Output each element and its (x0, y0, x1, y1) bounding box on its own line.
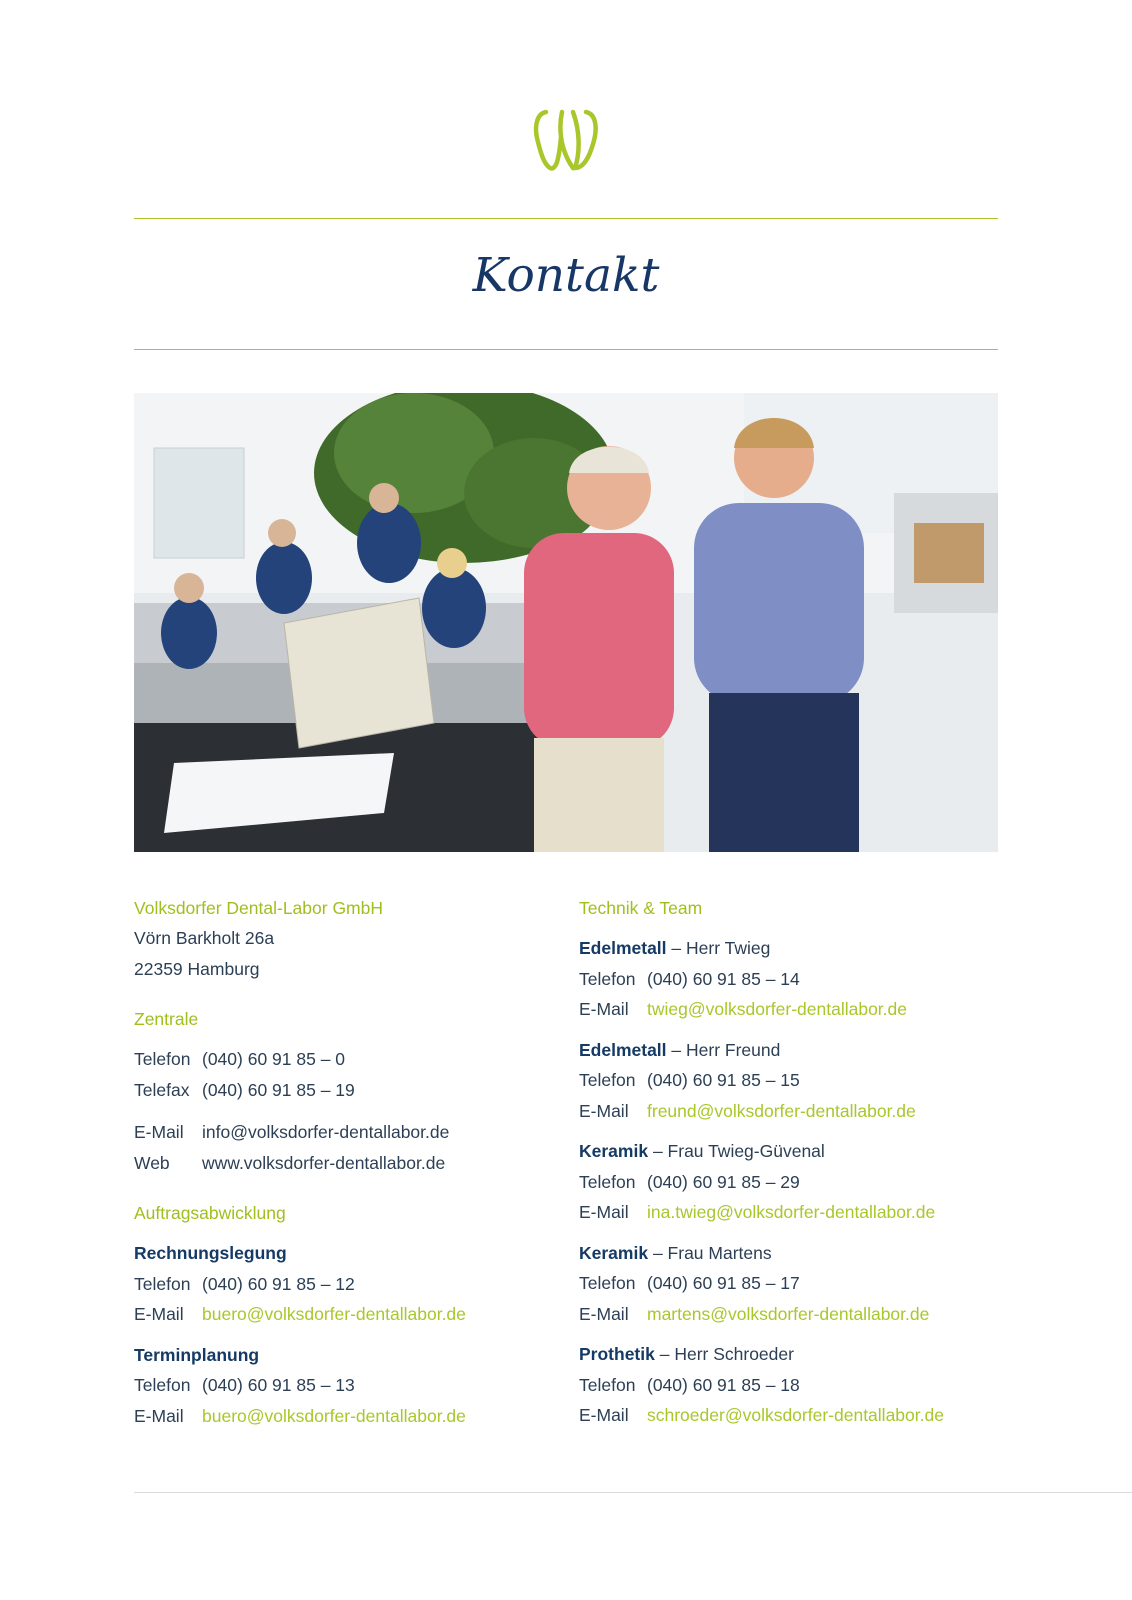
auftrag-email-link[interactable]: buero@volksdorfer-dentallabor.de (202, 1405, 466, 1426)
team-member (579, 1136, 1019, 1228)
auftrag-heading: Auftragsabwicklung (134, 1203, 286, 1223)
team-dept: Keramik (579, 1141, 649, 1161)
team-email-link[interactable]: twieg@volksdorfer-dentallabor.de (647, 999, 907, 1019)
zentrale-telefon-row (134, 1044, 554, 1075)
team-dept: Keramik (579, 1242, 649, 1263)
auftrag-item (134, 1340, 554, 1432)
auftrag-email-link[interactable]: buero@volksdorfer-dentallabor.de (202, 1304, 466, 1324)
team-telefon-row (579, 964, 1019, 995)
telefon-label: Telefon (579, 1070, 636, 1090)
team-member (579, 1339, 1019, 1431)
auftrag-item-name: Rechnungslegung (134, 1243, 287, 1263)
team-person: – Herr Schroeder (659, 1344, 794, 1364)
zentrale-telefax: (040) 60 91 85 – 19 (202, 1079, 355, 1100)
contact-right-column (579, 893, 1019, 1431)
telefon-label: Telefon (134, 1273, 191, 1294)
team-member-title (579, 933, 1019, 964)
auftrag-telefon-row (134, 1370, 554, 1401)
telefon-label: Telefon (579, 968, 636, 989)
email-label: E-Mail (579, 1405, 629, 1425)
company-street: Vörn Barkholt 26a (134, 928, 275, 948)
email-label: E-Mail (579, 1202, 629, 1222)
auftrag-item-name: Terminplanung (134, 1344, 260, 1365)
team-email-link[interactable]: ina.twieg@volksdorfer-dentallabor.de (647, 1202, 936, 1222)
team-member (579, 1035, 1019, 1127)
auftrag-telefon[interactable]: (040) 60 91 85 – 12 (202, 1273, 355, 1294)
team-telefon[interactable]: (040) 60 91 85 – 14 (647, 968, 800, 989)
title-divider (134, 349, 998, 350)
team-telefon[interactable]: (040) 60 91 85 – 17 (647, 1273, 800, 1293)
team-email-row (579, 994, 1019, 1025)
team-email-row (579, 1400, 1019, 1431)
telefon-label: Telefon (134, 1049, 191, 1069)
email-label: E-Mail (134, 1122, 184, 1142)
web-label: Web (134, 1152, 170, 1173)
zentrale-email-link[interactable]: info@volksdorfer-dentallabor.de (202, 1122, 450, 1142)
tooth-logo-icon (533, 106, 605, 174)
team-person: – Frau Martens (652, 1242, 772, 1263)
team-member-title (579, 1136, 1019, 1167)
zentrale-web-row (134, 1148, 554, 1179)
team-member (579, 1238, 1019, 1330)
team-email-row (579, 1197, 1019, 1228)
team-dept: Prothetik (579, 1344, 655, 1364)
team-heading: Technik & Team (579, 898, 703, 918)
auftrag-email-row (134, 1401, 554, 1432)
telefon-label: Telefon (579, 1374, 636, 1395)
team-person: – Frau Twieg-Güvenal (652, 1141, 825, 1161)
team-telefon[interactable]: (040) 60 91 85 – 15 (647, 1070, 800, 1090)
telefon-label: Telefon (579, 1171, 636, 1192)
team-telefon-row (579, 1370, 1019, 1401)
telefon-label: Telefon (579, 1273, 636, 1293)
auftrag-telefon-row (134, 1269, 554, 1300)
team-email-link[interactable]: martens@volksdorfer-dentallabor.de (647, 1303, 930, 1324)
auftrag-telefon[interactable]: (040) 60 91 85 – 13 (202, 1375, 355, 1395)
team-dept: Edelmetall (579, 1039, 667, 1060)
contact-left-column (134, 893, 554, 1431)
team-member-title (579, 1339, 1019, 1370)
team-member (579, 933, 1019, 1025)
team-email-link[interactable]: schroeder@volksdorfer-dentallabor.de (647, 1405, 944, 1425)
zentrale-heading: Zentrale (134, 1009, 199, 1029)
team-telefon-row (579, 1065, 1019, 1096)
team-telefon[interactable]: (040) 60 91 85 – 29 (647, 1171, 800, 1192)
team-member-title (579, 1035, 1019, 1066)
zentrale-email-row (134, 1117, 554, 1148)
team-telefon-row (579, 1167, 1019, 1198)
team-telefon[interactable]: (040) 60 91 85 – 18 (647, 1374, 800, 1395)
auftrag-item (134, 1238, 554, 1330)
email-label: E-Mail (579, 1303, 629, 1324)
team-member-title (579, 1238, 1019, 1269)
email-label: E-Mail (134, 1304, 184, 1324)
company-name: Volksdorfer Dental-Labor GmbH (134, 898, 383, 918)
team-dept: Edelmetall (579, 938, 667, 958)
auftrag-email-row (134, 1299, 554, 1330)
team-person: – Herr Twieg (671, 938, 771, 958)
team-photo (134, 393, 998, 852)
email-label: E-Mail (579, 999, 629, 1019)
team-email-row (579, 1096, 1019, 1127)
team-person: – Herr Freund (671, 1039, 781, 1060)
top-divider (134, 218, 998, 219)
telefax-label: Telefax (134, 1079, 190, 1100)
zentrale-telefax-row (134, 1075, 554, 1106)
email-label: E-Mail (579, 1100, 629, 1121)
team-email-row (579, 1299, 1019, 1330)
team-telefon-row (579, 1268, 1019, 1299)
zentrale-telefon[interactable]: (040) 60 91 85 – 0 (202, 1049, 346, 1069)
page-title: Kontakt (472, 248, 660, 303)
zentrale-web-link[interactable]: www.volksdorfer-dentallabor.de (202, 1152, 446, 1173)
email-label: E-Mail (134, 1405, 184, 1426)
team-email-link[interactable]: freund@volksdorfer-dentallabor.de (647, 1100, 916, 1121)
telefon-label: Telefon (134, 1375, 191, 1395)
footer-divider (134, 1492, 1132, 1493)
company-city: 22359 Hamburg (134, 958, 260, 979)
